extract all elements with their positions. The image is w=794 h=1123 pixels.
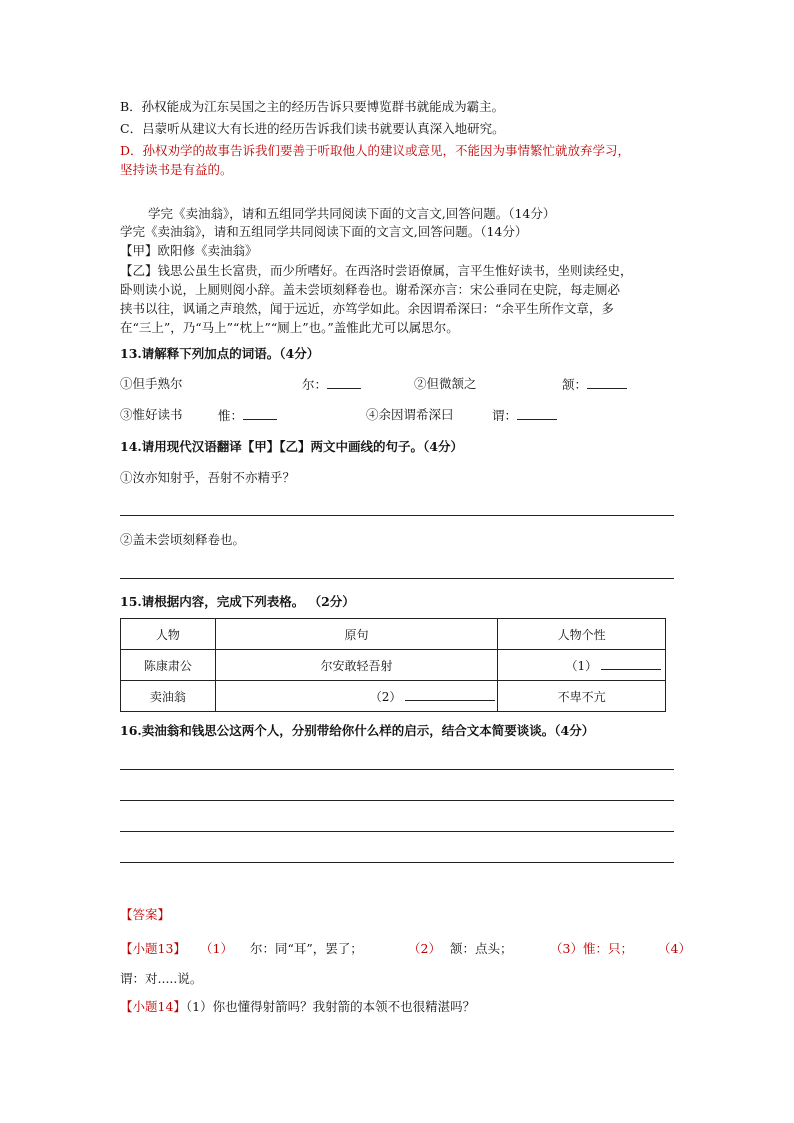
q16-answer-line2[interactable]	[120, 800, 674, 801]
q13-item4: ④余因谓希深曰	[366, 407, 454, 422]
passage-jia: 【甲】欧阳修《卖油翁》	[120, 243, 258, 258]
q13-item2-label: 颔：	[562, 377, 588, 392]
q13-item4-label: 谓：	[492, 408, 518, 423]
answer-13-p1-text: 尔：同“耳”，罢了；	[250, 941, 363, 956]
q13-item2-blank[interactable]	[587, 375, 627, 389]
q14-title: 14.请用现代汉语翻译【甲】【乙】两文中画线的句子。（4分）	[120, 439, 463, 454]
row1-trait-num: （1）	[565, 658, 598, 673]
table-row	[121, 650, 666, 681]
row2-quote-num: （2）	[369, 689, 402, 704]
row1-person: 陈康肃公	[121, 650, 216, 681]
intro-line1: 学完《卖油翁》，请和五组同学共同阅读下面的文言文,回答问题。（14分）	[148, 206, 556, 221]
answer-13-p3: （3）惟：只；	[550, 941, 633, 956]
q13-item4-blank[interactable]	[517, 406, 557, 420]
header-person: 人物	[121, 619, 216, 650]
q13-item3-blank[interactable]	[243, 406, 277, 420]
passage-yi-line3: 挟书以往，讽诵之声琅然，闻于远近，亦笃学如此。余因谓希深曰：“余平生所作文章，多	[120, 301, 614, 316]
answer-14-text: （1）你也懂得射箭吗？我射箭的本领不也很精湛吗？	[185, 999, 476, 1014]
answer-13-p2: （2）	[408, 941, 441, 956]
row1-trait-blank[interactable]	[601, 657, 661, 670]
intro-line2: 学完《卖油翁》，请和五组同学共同阅读下面的文言文,回答问题。（14分）	[120, 224, 528, 239]
q14-answer-line1[interactable]	[120, 515, 674, 516]
q14-answer-line2[interactable]	[120, 578, 674, 579]
q13-item1: ①但手熟尔	[120, 376, 183, 391]
q14-sentence1: ①汝亦知射乎，吾射不亦精乎？	[120, 470, 296, 485]
option-b: B．孙权能成为江东吴国之主的经历告诉只要博览群书就能成为霸主。	[120, 99, 505, 114]
row2-quote-blank[interactable]	[405, 688, 495, 701]
q13-item1-label: 尔：	[302, 377, 328, 392]
answer-13-label: 【小题13】	[120, 941, 186, 956]
table-row	[121, 681, 666, 712]
passage-yi-line2: 卧则读小说，上厕则阅小辞。盖未尝顷刻释卷也。谢希深亦言：宋公垂同在史院，每走厕必	[120, 282, 621, 297]
header-trait: 人物个性	[498, 619, 666, 650]
q15-table	[120, 618, 666, 712]
answer-heading: 【答案】	[120, 907, 171, 922]
row2-person: 卖油翁	[121, 681, 216, 712]
q13-item1-blank[interactable]	[327, 375, 361, 389]
q13-item3: ③惟好读书	[120, 407, 183, 422]
q16-title: 16.卖油翁和钱思公这两个人，分别带给你什么样的启示，结合文本简要谈谈。（4分）	[120, 723, 595, 738]
option-d-line2: 坚持读书是有益的。	[120, 162, 233, 177]
q14-sentence2: ②盖未尝顷刻释卷也。	[120, 532, 246, 547]
row2-quote-cell	[215, 681, 497, 712]
answer-13-p2-text: 颔：点头；	[450, 941, 513, 956]
header-quote: 原句	[215, 619, 497, 650]
q15-title: 15.请根据内容，完成下列表格。 （2分）	[120, 594, 355, 609]
passage-yi-line1: 【乙】钱思公虽生长富贵，而少所嗜好。在西洛时尝语僚属，言平生惟好读书，坐则读经史，	[120, 263, 633, 278]
row2-trait: 不卑不亢	[498, 681, 666, 712]
option-d-line1: D．孙权劝学的故事告诉我们要善于听取他人的建议或意见，不能因为事情繁忙就放弃学习，	[120, 143, 631, 158]
q13-item3-label: 惟：	[218, 408, 244, 423]
answer-13-p4: （4）	[658, 941, 691, 956]
answer-14-label: 【小题14】	[120, 999, 186, 1014]
answer-14-line	[120, 998, 475, 1016]
table-header-row	[121, 619, 666, 650]
row1-quote: 尔安敢轻吾射	[215, 650, 497, 681]
q16-answer-line4[interactable]	[120, 862, 674, 863]
q16-answer-line1[interactable]	[120, 769, 674, 770]
q13-title: 13.请解释下列加点的词语。（4分）	[120, 346, 320, 361]
option-c: C．吕蒙听从建议大有长进的经历告诉我们读书就要认真深入地研究。	[120, 121, 505, 136]
passage-yi-line4: 在“三上”，乃“马上”“枕上”“厕上”也。”盖惟此尤可以属思尔。	[120, 320, 459, 335]
answer-13-p1: （1）	[200, 941, 233, 956]
q16-answer-line3[interactable]	[120, 831, 674, 832]
answer-13-line2: 谓：对.....说。	[120, 971, 203, 986]
q13-item2: ②但微颔之	[414, 376, 477, 391]
row1-trait-cell	[498, 650, 666, 681]
